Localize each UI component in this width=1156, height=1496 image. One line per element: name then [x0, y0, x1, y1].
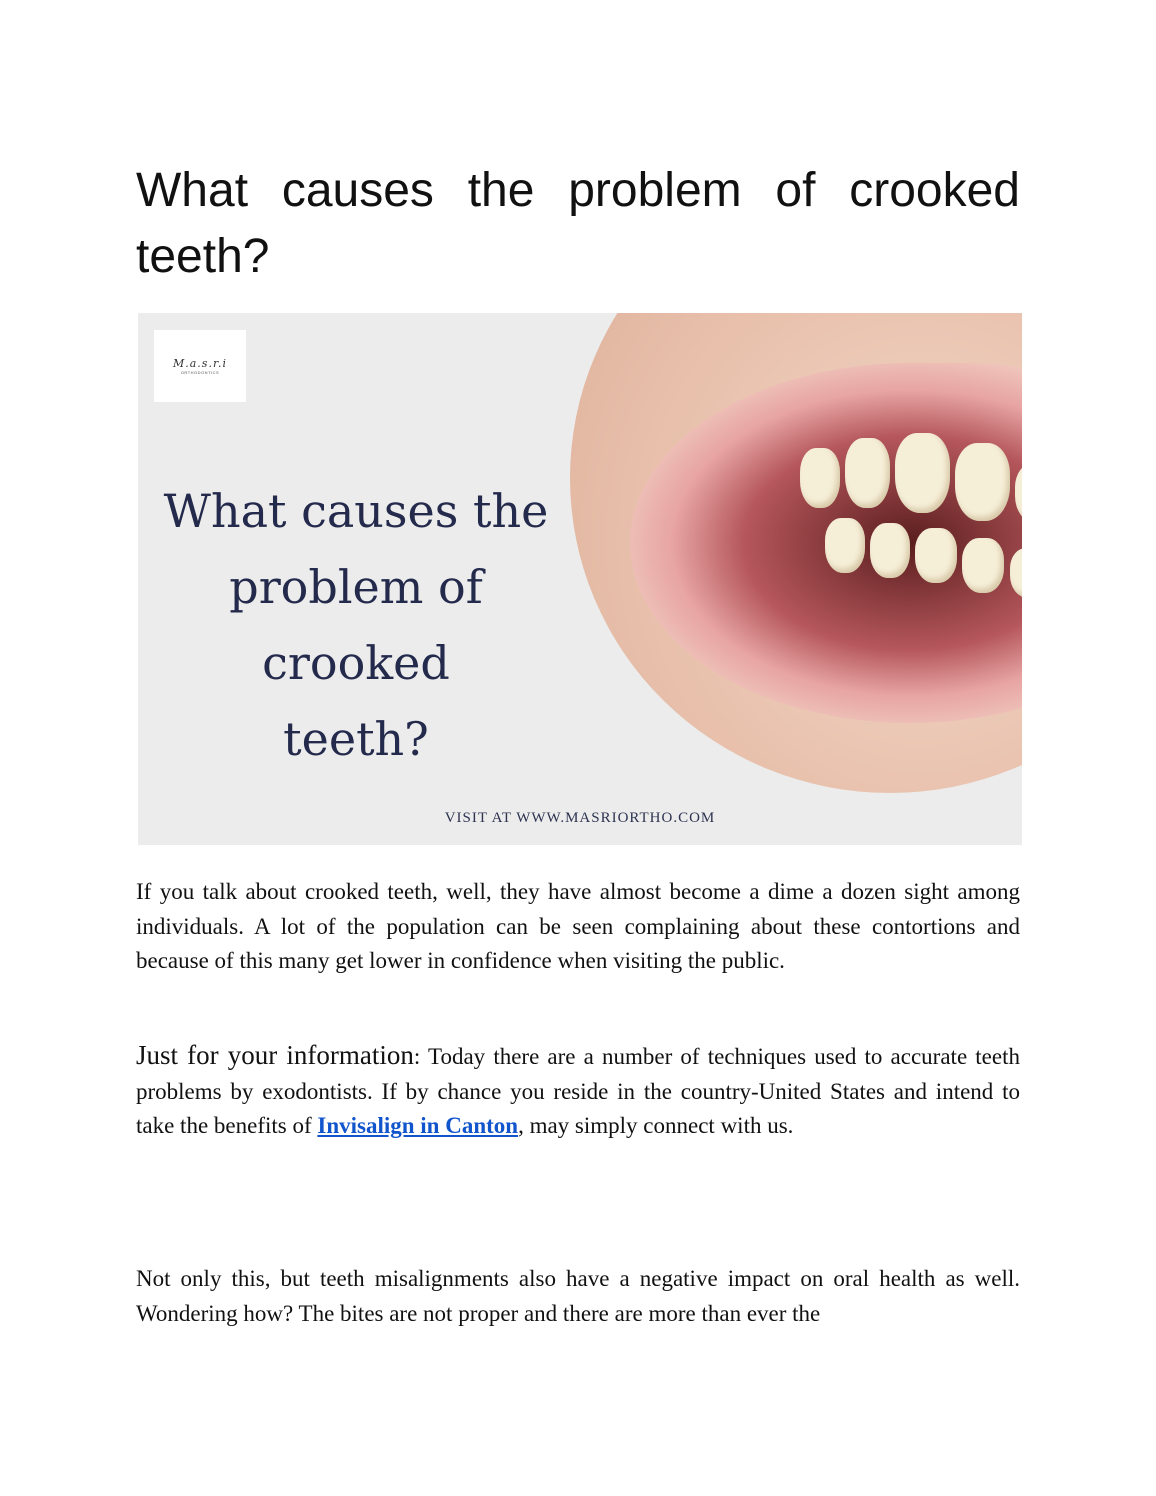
tooth — [825, 518, 865, 573]
masri-logo — [154, 330, 246, 402]
tooth — [955, 443, 1010, 521]
tooth — [870, 523, 910, 578]
paragraph-text: , may simply connect with us. — [518, 1113, 794, 1138]
paragraph-lead: Just for your information — [136, 1040, 414, 1070]
invisalign-canton-link[interactable]: Invisalign in Canton — [317, 1113, 519, 1138]
paragraph-intro: If you talk about crooked teeth, well, they have almost become a dime a dozen sight among individuals. A lot of the population can be seen complaining about these contortions and because of this many get lower in confidence when visiting the public. — [136, 879, 1020, 973]
banner-heading-line: What causes the — [163, 484, 549, 538]
banner-heading — [138, 473, 574, 777]
paragraph-text: : Today there are a number of techniques used to accurate teeth problems by exodontists. If by chance you reside in the country-United States and intend to take the benefits of — [136, 1044, 1020, 1138]
tooth — [915, 528, 957, 583]
paragraph-information — [136, 1038, 1020, 1144]
crooked-teeth-photo — [570, 313, 1022, 793]
paragraph-oral-health: Not only this, but teeth misalignments also have a negative impact on oral health as well. Wondering how? The bites are not proper and there are more than ever the — [136, 1266, 1020, 1326]
tooth — [895, 433, 950, 513]
page-title: What causes the problem of crooked teeth? — [136, 164, 1020, 283]
logo-subtext: ORTHODONTICS — [180, 370, 220, 375]
banner-heading-line: problem of crooked — [229, 560, 483, 690]
tooth — [845, 438, 890, 508]
tooth — [800, 448, 840, 508]
tooth — [962, 538, 1004, 593]
visit-website-text: VISIT AT WWW.MASRIORTHO.COM — [444, 810, 716, 826]
banner-heading-line: teeth? — [283, 712, 429, 766]
logo-text: M.a.s.r.i — [172, 357, 228, 370]
article-banner-image — [138, 313, 1022, 845]
